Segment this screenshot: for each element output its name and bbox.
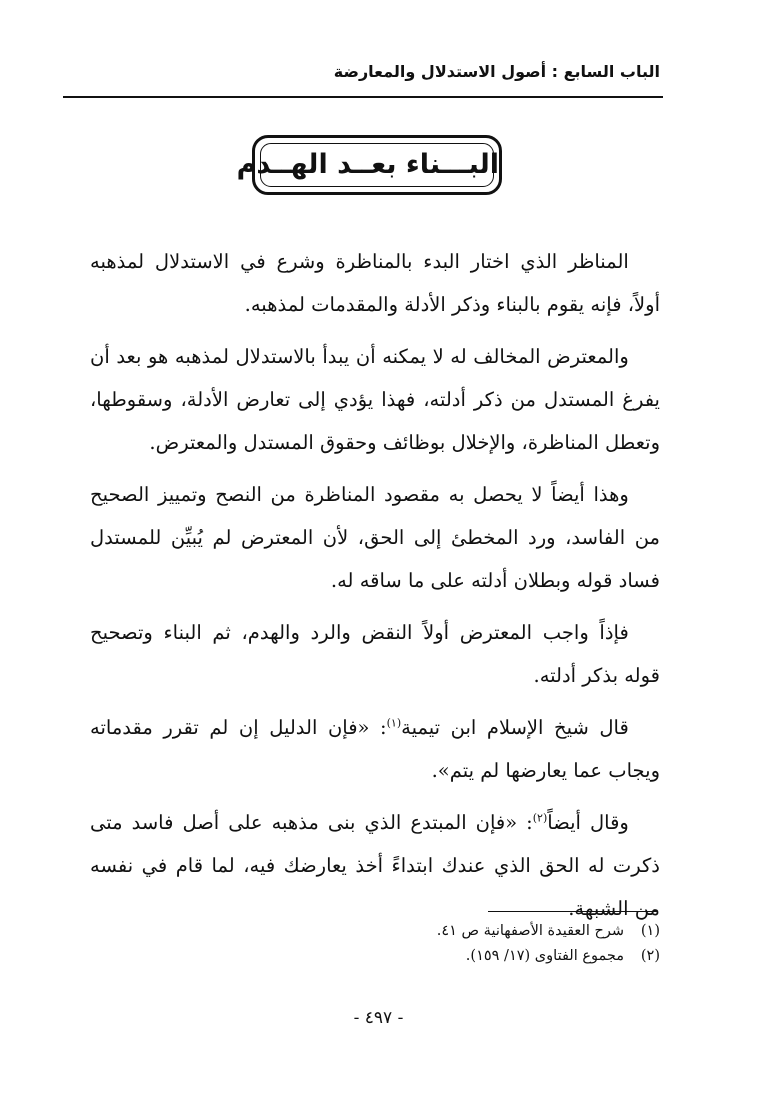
footnote-2-number: (٢) [640,948,660,964]
paragraph-5-lead: قال شيخ الإسلام ابن تيمية [401,716,629,739]
footnote-1-number: (١) [640,923,660,939]
footnote-divider [488,911,658,912]
paragraph-5 [90,706,660,792]
footnote-ref-1[interactable]: (١) [386,716,402,730]
paragraph-3: وهذا أيضاً لا يحصل به مقصود المناظرة من النصح وتمييز الصحيح من الفاسد، ورد المخطئ إلى الحق، لأن المعترض لم يُبيِّن للمستدل فساد قوله وبطلان أدلته على ما ساقه له. [90,483,660,592]
paragraph-2: والمعترض المخالف له لا يمكنه أن يبدأ بالاستدلال لمذهبه هو بعد أن يفرغ المستدل من ذكر أدلته، فهذا يؤدي إلى تعارض الأدلة، وسقوطها، وتعطل المناظرة، والإخلال بوظائف وحقوق المستدل والمعترض. [90,345,660,454]
footnotes [437,919,660,969]
section-title: البـــناء بعــد الهــدم [236,149,499,180]
paragraph-4: فإذاً واجب المعترض أولاً النقض والرد والهدم، ثم البناء وتصحيح قوله بذكر أدلته. [90,621,660,687]
paragraph-1: المناظر الذي اختار البدء بالمناظرة وشرع في الاستدلال لمذهبه أولاً، فإنه يقوم بالبناء وذكر الأدلة والمقدمات لمذهبه. [90,250,660,316]
footnote-1-text: شرح العقيدة الأصفهانية ص ٤١. [436,923,624,939]
footnote-ref-2[interactable]: (٢) [532,811,548,825]
paragraph-6-quote: : «فإن المبتدع الذي بنى مذهبه على أصل فاسد متى ذكرت له الحق الذي عندك ابتداءً أخذ يعارضك فيه، لما قام في نفسه من الشبهة. [90,811,660,920]
footnote-2-text: مجموع الفتاوى (١٧/ ١٥٩). [465,948,624,964]
section-title-frame [236,135,502,195]
paragraph-6-lead: وقال أيضاً [547,811,629,834]
page-number: - ٤٩٧ - [353,1008,404,1028]
running-header: الباب السابع : أصول الاستدلال والمعارضة [333,62,660,81]
footnote-2 [437,944,660,969]
paragraph-5-quote: : «فإن الدليل إن لم تقرر مقدماته ويجاب عما يعارضها لم يتم». [90,716,660,782]
footnote-1 [437,919,660,944]
header-divider [63,96,663,98]
body-text [90,240,660,939]
